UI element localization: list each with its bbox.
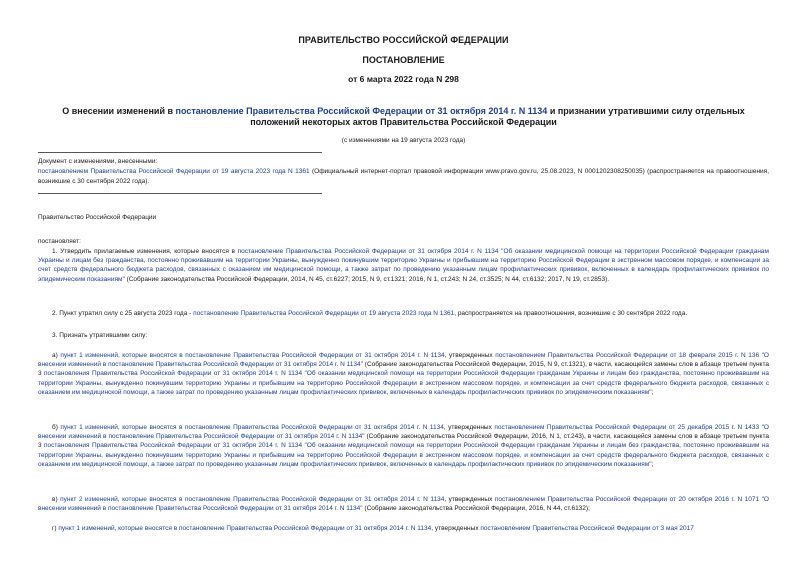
note-label: Документ с изменениями, внесенными: bbox=[38, 158, 158, 165]
title-link[interactable]: постановление Правительства Российской Федерации от 31 октября 2014 г. N 1134 bbox=[175, 106, 548, 116]
pg-text-b: , утвержденных bbox=[431, 525, 481, 532]
divider-bottom bbox=[38, 193, 322, 194]
pa-link-1[interactable]: пункт 1 изменений, которые вносятся в постановление Правительства Российской Федерации от 31 октября 2014 г. N 1134 bbox=[60, 352, 445, 359]
p1-text-a: 1. Утвердить прилагаемые изменения, которые вносятся в bbox=[52, 248, 238, 255]
title-prefix: О внесении изменений в bbox=[62, 106, 176, 116]
divider-top bbox=[38, 152, 322, 153]
decrees-line: постановляет: bbox=[38, 238, 81, 245]
paragraph-b bbox=[38, 423, 769, 469]
pv-text-a: в) bbox=[52, 496, 61, 503]
amendment-note: (с изменениями на 19 августа 2023 года) bbox=[341, 137, 466, 144]
p1-link[interactable]: постановление Правительства Российской Федерации от 31 октября 2014 г. N 1134 "Об оказании медицинской помощи на территории Российской Федерации гражданам Украины и лицам без гражданства, постоянно проживавшим на территории Украины, вынужденно покинувшим территорию Украины и прибывшим на территорию Российской Федерации в экстренном массовом порядке, и компенсации за счет средств федерального бюджета расходов, связанных с оказанием им медицинской помощи, а также затрат по проведению указанным лицам профилактических прививок, включенных в календарь профилактических прививок по эпидемическим показаниям" bbox=[38, 248, 769, 283]
pg-link-1[interactable]: пункт 1 изменений, которые вносятся в постановление Правительства Российской Федерации от 31 октября 2014 г. N 1134 bbox=[58, 525, 432, 532]
pb-text-c: (Собрание законодательства Российской Федерации, 2016, N 1, ст.243), в части, касающейся замены слов в абзаце третьем пункта 3 bbox=[38, 433, 769, 450]
paragraph-a bbox=[38, 351, 769, 397]
p2-text-b: , распространяется на правоотношения, возникшие с 30 сентября 2022 года. bbox=[454, 310, 688, 317]
p1-text-b: (Собрание законодательства Российской Федерации, 2014, N 45, ст.6227; 2015, N 9, ст.1321; 2016, N 1, ст.243; N 24, ст.3525; N 44, ст.6132; 2017, N 19, ст.2853). bbox=[124, 275, 610, 283]
pa-link-3[interactable]: постановления Правительства Российской Федерации от 31 октября 2014 г. N 1134 "Об оказании медицинской помощи на территории Российской Федерации гражданам Украины и лицам без гражданства, постоянно проживавшим на территории Украины, вынужденно покинувшим территорию Украины и прибывшим на территорию Российской Федерации в экстренном массовом порядке, и компенсации за счет средств федерального бюджета расходов, связанных с оказанием им медицинской помощи, а также затрат по проведению указанным лицам профилактических прививок, включенных в календарь профилактических прививок по эпидемическим показаниям" bbox=[38, 370, 769, 396]
pb-text-d: ; bbox=[651, 460, 654, 468]
note-rest: (Официальный интернет-портал правовой информации www.pravo.gov.ru, 25.08.2023, N 0001202308250035) (распространяется на правоотношения, возникшие с 30 сентября 2022 года). bbox=[38, 168, 769, 185]
document-note bbox=[38, 157, 769, 187]
title-suffix: и признании утратившими силу отдельных положений некоторых актов Правительства Российской Федерации bbox=[250, 106, 745, 127]
document-title bbox=[38, 106, 769, 128]
pv-link-1[interactable]: пункт 2 изменений, которые вносятся в постановление Правительства Российской Федерации от 31 октября 2014 г. N 1134 bbox=[60, 496, 445, 503]
pg-text-a: г) bbox=[52, 525, 59, 532]
pv-text-b: , утвержденных bbox=[444, 496, 495, 503]
pa-link-2[interactable]: постановлением Правительства Российской Федерации от 18 февраля 2015 г. N 136 "О внесении изменений в постановление Правительства Российской Федерации от 31 октября 2014 г. N 1134" bbox=[38, 352, 769, 369]
paragraph-g bbox=[38, 524, 769, 533]
paragraph-2 bbox=[38, 309, 769, 318]
date-number-heading: от 6 марта 2022 года N 298 bbox=[348, 74, 459, 84]
pb-text-b: , утвержденных bbox=[443, 424, 495, 431]
p2-text-a: 2. Пункт утратил силу с 25 августа 2023 года - bbox=[52, 310, 194, 317]
pa-text-a: а) bbox=[52, 352, 61, 359]
note-link[interactable]: постановлением Правительства Российской Федерации от 19 августа 2023 года N 1361 bbox=[38, 168, 310, 175]
note-text bbox=[38, 167, 769, 187]
paragraph-v bbox=[38, 495, 769, 513]
issuer-line: Правительство Российской Федерации bbox=[38, 214, 157, 221]
pb-link-2[interactable]: постановлением Правительства Российской Федерации от 25 декабря 2015 г. N 1433 "О внесении изменений в постановление Правительства Российской Федерации от 31 октября 2014 г. N 1134" bbox=[38, 424, 769, 441]
paragraph-3: 3. Признать утратившими силу: bbox=[52, 332, 148, 339]
pg-link-2[interactable]: постановлением Правительства Российской Федерации от 3 мая 2017 bbox=[480, 525, 694, 532]
pb-link-1[interactable]: пункт 1 изменений, которые вносятся в постановление Правительства Российской Федерации от 31 октября 2014 г. N 1134 bbox=[60, 424, 444, 431]
pa-text-c: (Собрание законодательства Российской Федерации, 2015, N 9, ст.1321), в части, касающейся замены слов в абзаце третьем пункта 3 bbox=[38, 361, 769, 378]
p2-link[interactable]: постановление Правительства Российской Федерации от 19 августа 2023 года N 1361 bbox=[193, 310, 455, 317]
government-heading: ПРАВИТЕЛЬСТВО РОССИЙСКОЙ ФЕДЕРАЦИИ bbox=[298, 35, 509, 45]
pb-text-a: б) bbox=[52, 424, 61, 431]
pb-link-3[interactable]: постановления Правительства Российской Федерации от 31 октября 2014 г. N 1134 "Об оказании медицинской помощи на территории Российской Федерации гражданам Украины и лицам без гражданства, постоянно проживавшим на территории Украины, вынужденно покинувшим территорию Украины и прибывшим на территорию Российской Федерации в экстренном массовом порядке, и компенсации за счет средств федерального бюджета расходов, связанных с оказанием им медицинской помощи, а также затрат по проведению указанным лицам профилактических прививок, включенных в календарь профилактических прививок по эпидемическим показаниям" bbox=[38, 442, 769, 468]
pv-text-c: (Собрание законодательства Российской Федерации, 2016, N 44, ст.6132); bbox=[362, 505, 590, 513]
pa-text-d: ; bbox=[651, 388, 654, 396]
paragraph-1 bbox=[38, 247, 769, 284]
pa-text-b: , утвержденных bbox=[444, 352, 496, 359]
doc-type-heading: ПОСТАНОВЛЕНИЕ bbox=[362, 55, 445, 65]
pv-link-2[interactable]: постановлением Правительства Российской Федерации от 20 октября 2016 г. N 1071 "О внесении изменений в постановление Правительства Российской Федерации от 31 октября 2014 г. N 1134" bbox=[38, 496, 769, 513]
